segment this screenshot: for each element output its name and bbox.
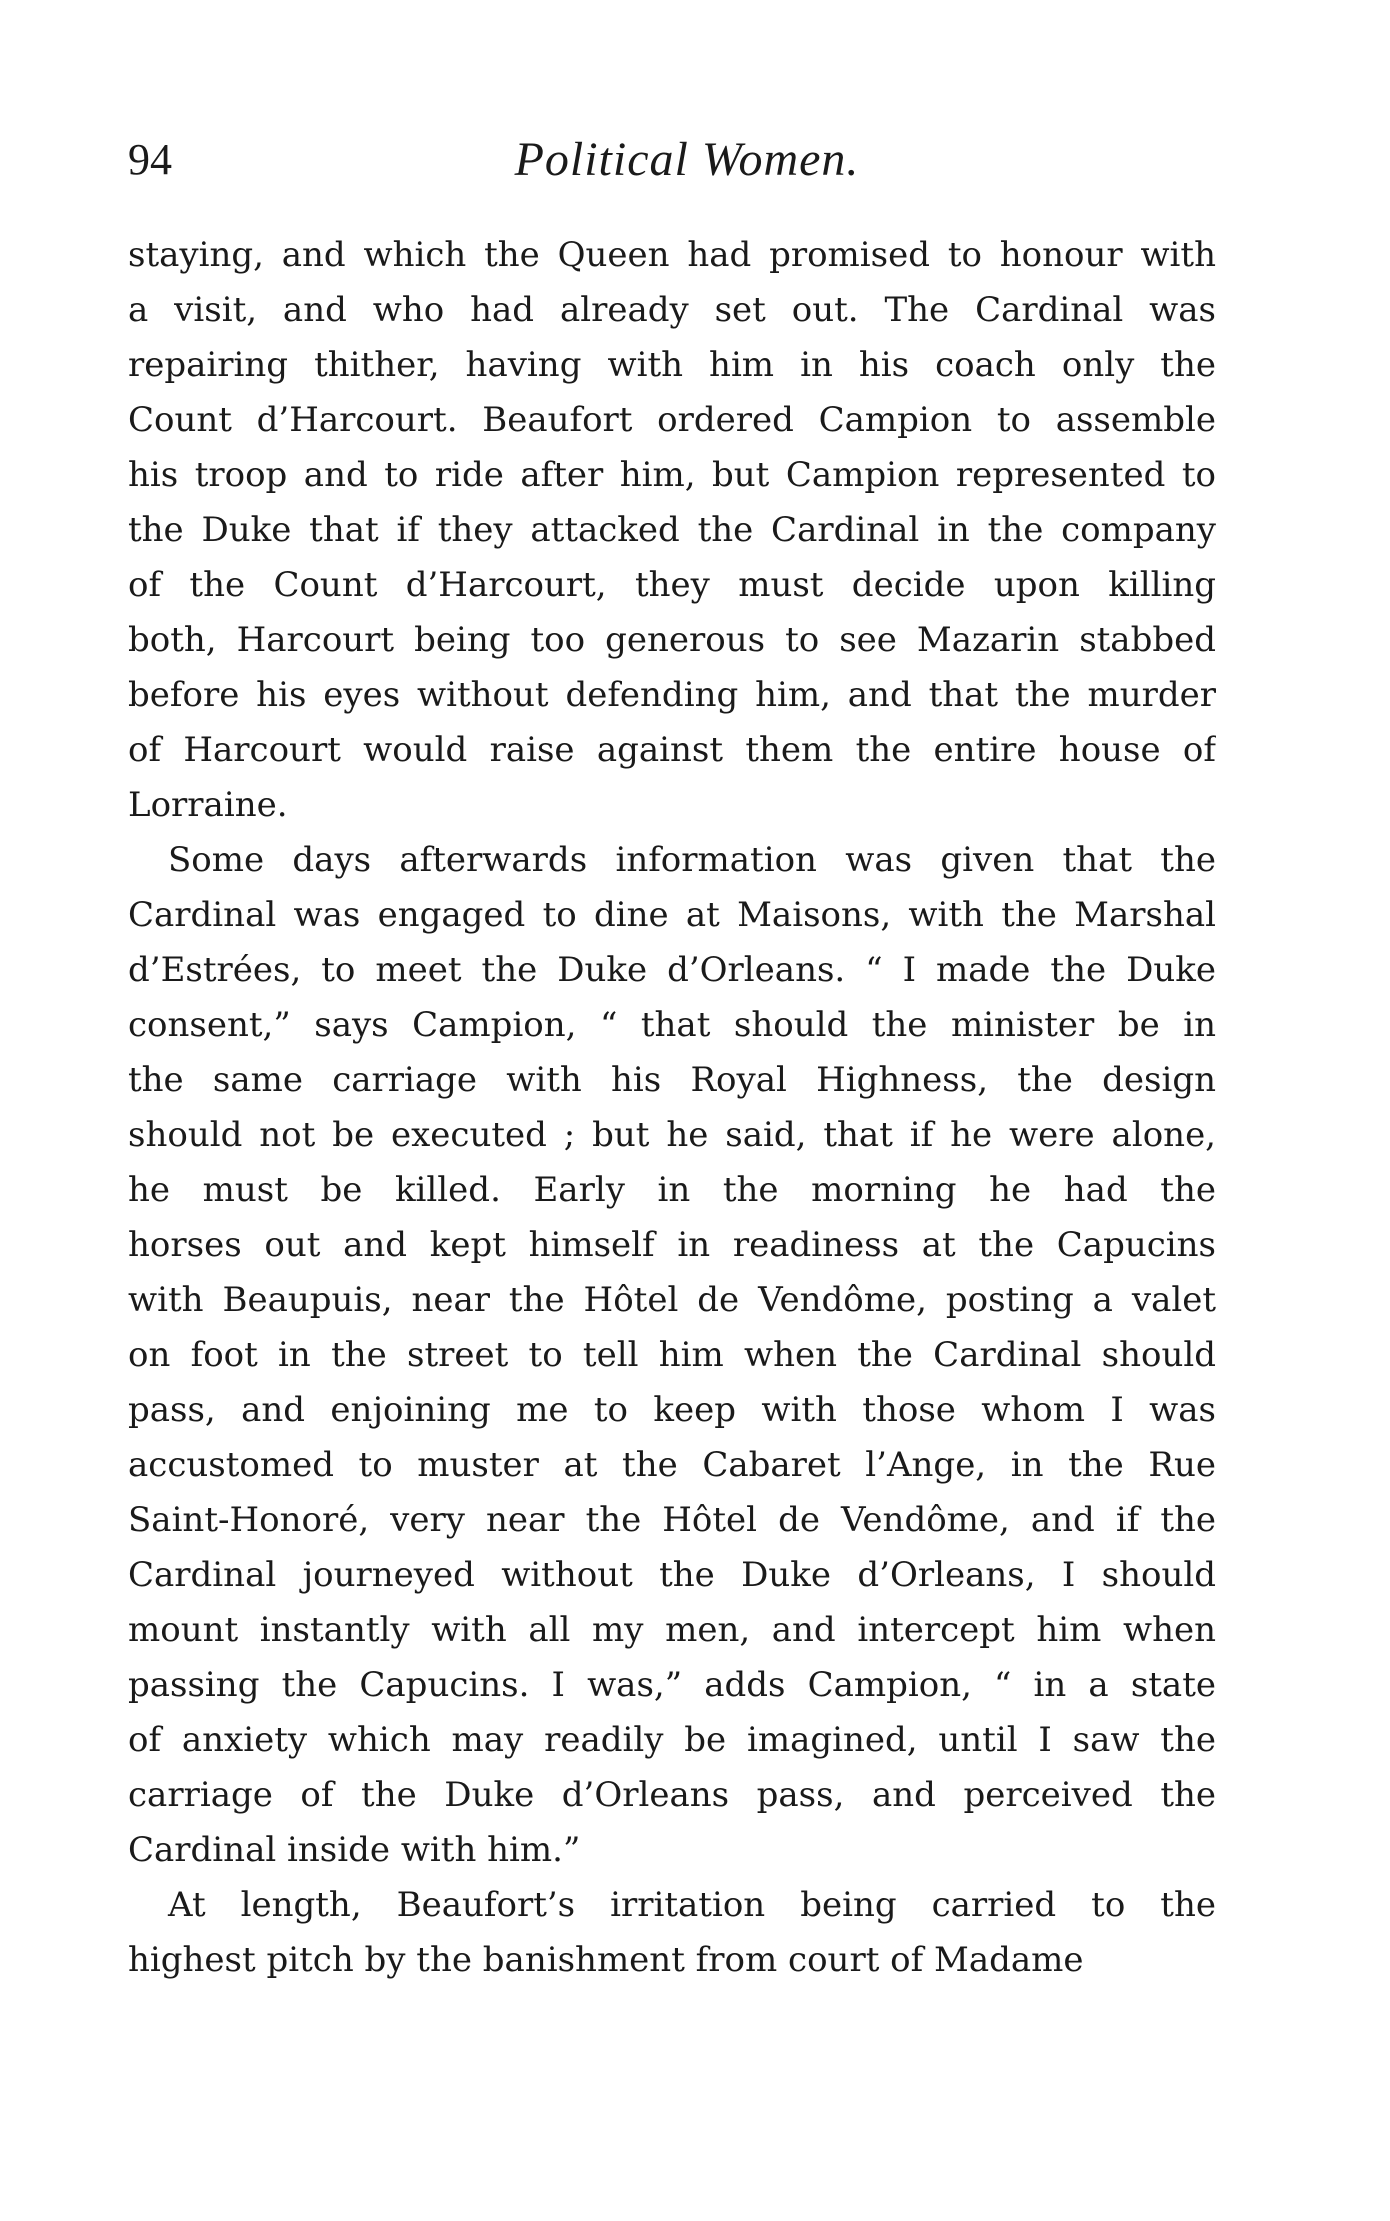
text-line: mount instantly with all my men, and intercept him when	[128, 1610, 1216, 1650]
text-line: Saint-Honoré, very near the Hôtel de Vendôme, and if the	[128, 1500, 1216, 1540]
page-header	[128, 128, 1216, 192]
text-line: Count d’Harcourt. Beaufort ordered Campion to assemble	[128, 400, 1216, 440]
text-line: pass, and enjoining me to keep with those whom I was	[128, 1390, 1216, 1430]
text-line: Cardinal was engaged to dine at Maisons, with the Marshal	[128, 895, 1216, 935]
text-line: Some days afterwards information was given that the	[168, 840, 1216, 880]
text-line: he must be killed. Early in the morning he had the	[128, 1170, 1216, 1210]
text-line: horses out and kept himself in readiness at the Capucins	[128, 1225, 1216, 1265]
text-line: passing the Capucins. I was,” adds Campion, “ in a state	[128, 1665, 1216, 1705]
text-line: repairing thither, having with him in his coach only the	[128, 345, 1216, 385]
text-line: Cardinal journeyed without the Duke d’Orleans, I should	[128, 1555, 1216, 1595]
text-line: a visit, and who had already set out. The Cardinal was	[128, 290, 1216, 330]
text-line: highest pitch by the banishment from court of Madame	[128, 1940, 1084, 1980]
paragraph	[128, 833, 1216, 1878]
page-number: 94	[128, 135, 172, 184]
text-line: should not be executed ; but he said, that if he were alone,	[128, 1115, 1216, 1155]
text-line: both, Harcourt being too generous to see Mazarin stabbed	[128, 620, 1216, 660]
text-line: Cardinal inside with him.”	[128, 1830, 581, 1870]
running-title: Political Women.	[514, 133, 860, 186]
text-line: accustomed to muster at the Cabaret l’Ange, in the Rue	[128, 1445, 1216, 1485]
text-line: the same carriage with his Royal Highness, the design	[128, 1060, 1216, 1100]
paragraph	[128, 1878, 1216, 1988]
text-line: d’Estrées, to meet the Duke d’Orleans. “ I made the Duke	[128, 950, 1216, 990]
text-line: of anxiety which may readily be imagined, until I saw the	[128, 1720, 1216, 1760]
text-line: his troop and to ride after him, but Campion represented to	[128, 455, 1216, 495]
text-line: carriage of the Duke d’Orleans pass, and perceived the	[128, 1775, 1216, 1815]
text-line: before his eyes without defending him, and that the murder	[128, 675, 1216, 715]
body-text	[128, 228, 1216, 1988]
text-line: of Harcourt would raise against them the entire house of	[128, 730, 1216, 770]
text-line: staying, and which the Queen had promised to honour with	[128, 235, 1216, 275]
text-line: At length, Beaufort’s irritation being carried to the	[168, 1885, 1216, 1925]
text-line: the Duke that if they attacked the Cardinal in the company	[128, 510, 1216, 550]
text-line: on foot in the street to tell him when the Cardinal should	[128, 1335, 1216, 1375]
text-line: of the Count d’Harcourt, they must decide upon killing	[128, 565, 1216, 605]
text-line: consent,” says Campion, “ that should the minister be in	[128, 1005, 1216, 1045]
paragraph	[128, 228, 1216, 833]
text-line: Lorraine.	[128, 785, 288, 825]
text-line: with Beaupuis, near the Hôtel de Vendôme, posting a valet	[128, 1280, 1216, 1320]
